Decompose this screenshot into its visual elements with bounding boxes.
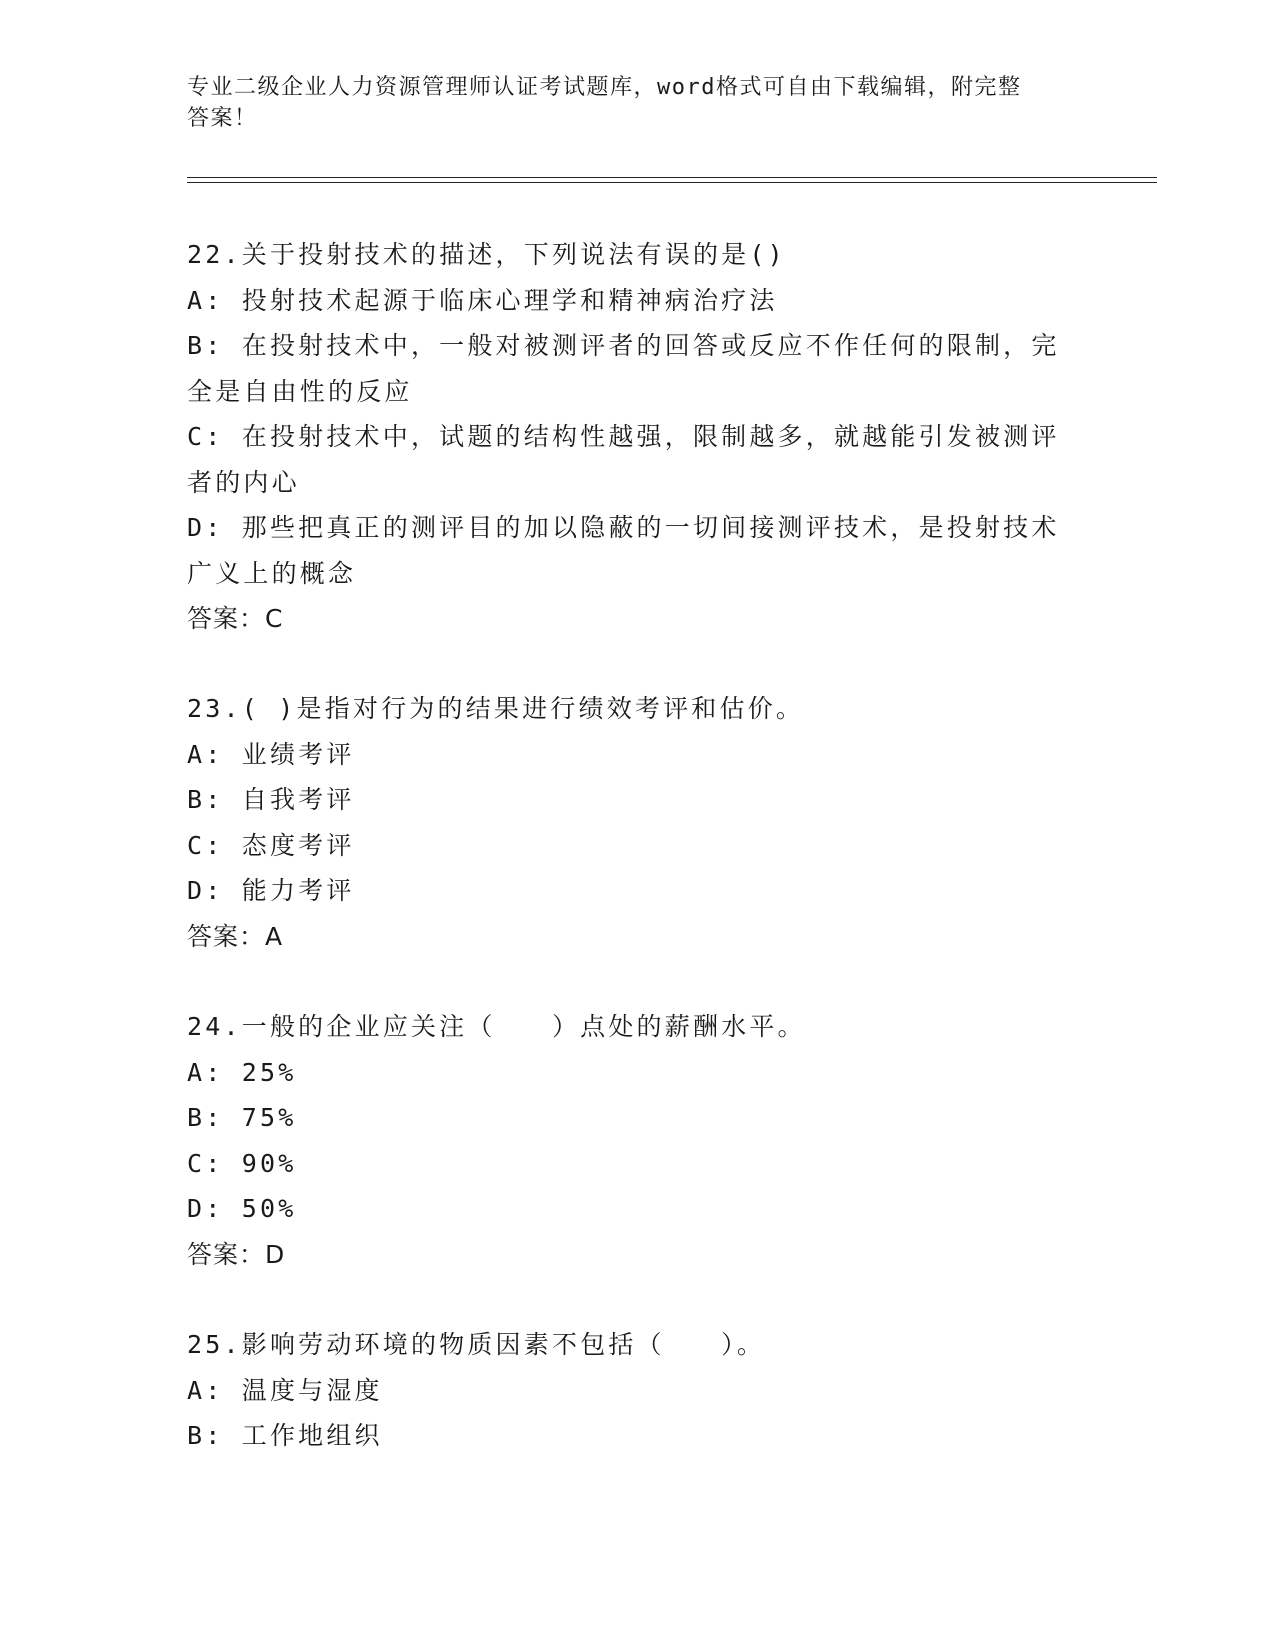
option-a: A: 业绩考评 <box>187 739 355 769</box>
option-c: C: 90% <box>187 1148 297 1178</box>
option-b: B: 在投射技术中，一般对被测评者的回答或反应不作任何的限制，完全是自由性的反应 <box>187 331 1060 406</box>
option-b: B: 自我考评 <box>187 785 355 814</box>
header-line-2: 答案！ <box>187 106 258 131</box>
option-a: A: 25% <box>187 1057 297 1087</box>
option-b: B: 工作地组织 <box>187 1421 383 1450</box>
answer: 答案：A <box>187 921 284 951</box>
option-d: D: 50% <box>187 1194 297 1223</box>
option-b: B: 75% <box>187 1103 297 1132</box>
question-23 <box>187 686 1077 959</box>
question-stem: 24.一般的企业应关注（ ）点处的薪酬水平。 <box>187 1012 806 1041</box>
option-c: C: 态度考评 <box>187 830 355 860</box>
option-a: A: 投射技术起源于临床心理学和精神病治疗法 <box>187 285 778 315</box>
page-header <box>187 72 1077 134</box>
header-line-1: 专业二级企业人力资源管理师认证考试题库，word格式可自由下载编辑，附完整 <box>187 75 1022 100</box>
option-d: D: 能力考评 <box>187 876 355 905</box>
answer: 答案：C <box>187 604 284 633</box>
question-stem: 23.( )是指对行为的结果进行绩效考评和估价。 <box>187 694 805 723</box>
header-double-rule <box>187 177 1157 183</box>
option-d: D: 那些把真正的测评目的加以隐蔽的一切间接测评技术，是投射技术广义上的概念 <box>187 513 1060 588</box>
question-22 <box>187 232 1077 642</box>
option-c: C: 在投射技术中，试题的结构性越强，限制越多，就越能引发被测评者的内心 <box>187 422 1060 497</box>
question-stem: 22.关于投射技术的描述，下列说法有误的是() <box>187 240 786 269</box>
option-a: A: 温度与湿度 <box>187 1375 383 1405</box>
question-stem: 25.影响劳动环境的物质因素不包括（ ）。 <box>187 1330 766 1359</box>
question-25 <box>187 1322 1077 1459</box>
answer: 答案：D <box>187 1239 286 1269</box>
question-24 <box>187 1004 1077 1277</box>
